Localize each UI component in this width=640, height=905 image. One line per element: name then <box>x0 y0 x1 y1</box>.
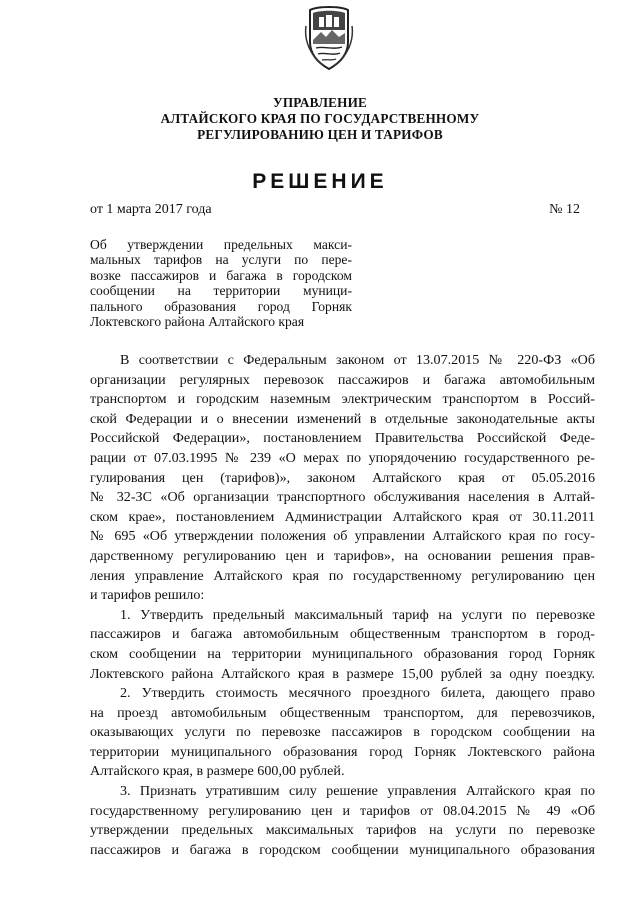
body-line: № 695 «Об утверждении положения об управлении Алтайского края по госу- <box>90 528 595 545</box>
body-line: 2. Утвердить стоимость месячного проездного билета, дающего право <box>120 685 595 702</box>
body-line: и тарифов решило: <box>90 587 205 604</box>
subject-line: сообщении на территории муници- <box>90 283 352 299</box>
coat-of-arms-icon <box>304 6 354 72</box>
header-line-1: УПРАВЛЕНИЕ <box>272 95 368 110</box>
body-line: рации от 07.03.1995 № 239 «О мерах по упорядочению государственного ре- <box>90 449 595 466</box>
body-line: пассажиров и багажа в городском сообщении муниципального образования <box>90 841 595 858</box>
body-line: ском сообщении на территории муниципального образования город Горняк <box>90 645 595 662</box>
body-line: пассажиров и багажа автомобильным общественным транспортом в город- <box>90 626 595 643</box>
body-line: № 32-ЗС «Об организации транспортного обслуживания населения в Алтай- <box>90 489 595 506</box>
body-line: оказывающих услуги по перевозке пассажиров в городском сообщении на <box>90 724 595 741</box>
subject-line: возке пассажиров и багажа в городском <box>90 267 352 283</box>
document-body <box>90 351 595 860</box>
subject-line: Об утверждении предельных макси- <box>90 237 352 252</box>
header-line-3: РЕГУЛИРОВАНИЮ ЦЕН И ТАРИФОВ <box>197 127 443 142</box>
body-line: дарственному регулированию цен и тарифов», на основании решения прав- <box>90 547 595 564</box>
document-subject <box>90 237 352 329</box>
document-type-title: РЕШЕНИЕ <box>252 170 388 193</box>
subject-line: Локтевского района Алтайского края <box>90 314 305 330</box>
subject-line: пального образования город Горняк <box>90 298 352 314</box>
body-line: государственному регулированию цен и тарифов от 08.04.2015 № 49 «Об <box>90 802 595 819</box>
body-line: Российской Федерации», постановлением Правительства Российской Феде- <box>90 430 595 447</box>
header-line-2: АЛТАЙСКОГО КРАЯ ПО ГОСУДАРСТВЕННОМУ <box>160 111 480 126</box>
body-line: Локтевского района Алтайского края в размере 15,00 рублей за одну поездку. <box>90 665 595 682</box>
body-line: организации регулярных перевозок пассажиров и багажа автомобильным <box>90 371 595 388</box>
body-line: Алтайского края, в размере 600,00 рублей. <box>90 763 345 780</box>
document-date: от 1 марта 2017 года <box>90 202 212 217</box>
body-line: ском крае», постановлением Администрации Алтайского края от 30.11.2011 <box>90 508 595 525</box>
body-line: 3. Признать утратившим силу решение управления Алтайского края по <box>120 783 595 800</box>
body-line: В соответствии с Федеральным законом от 13.07.2015 № 220-ФЗ «Об <box>120 352 595 368</box>
body-line: ления управление Алтайского края по государственному регулированию цен <box>90 567 595 584</box>
body-line: транспортом и городским наземным электрическим транспортом в Россий- <box>90 391 595 408</box>
body-line: утверждении предельных максимальных тарифов на услуги по перевозке <box>90 822 595 839</box>
body-line: гулирования цен (тарифов)», законом Алтайского края от 05.05.2016 <box>90 469 595 486</box>
body-line: ской Федерации и о внесении изменений в отдельные законодательные акты <box>90 410 595 427</box>
document-number: № 12 <box>549 202 580 217</box>
body-line: 1. Утвердить предельный максимальный тариф на услуги по перевозке <box>120 606 595 623</box>
body-line: территории муниципального образования город Горняк Локтевского района <box>90 743 595 760</box>
body-line: на проезд автомобильным общественным транспортом, для перевозчиков, <box>90 704 595 721</box>
subject-line: мальных тарифов на услуги по пере- <box>90 252 352 268</box>
